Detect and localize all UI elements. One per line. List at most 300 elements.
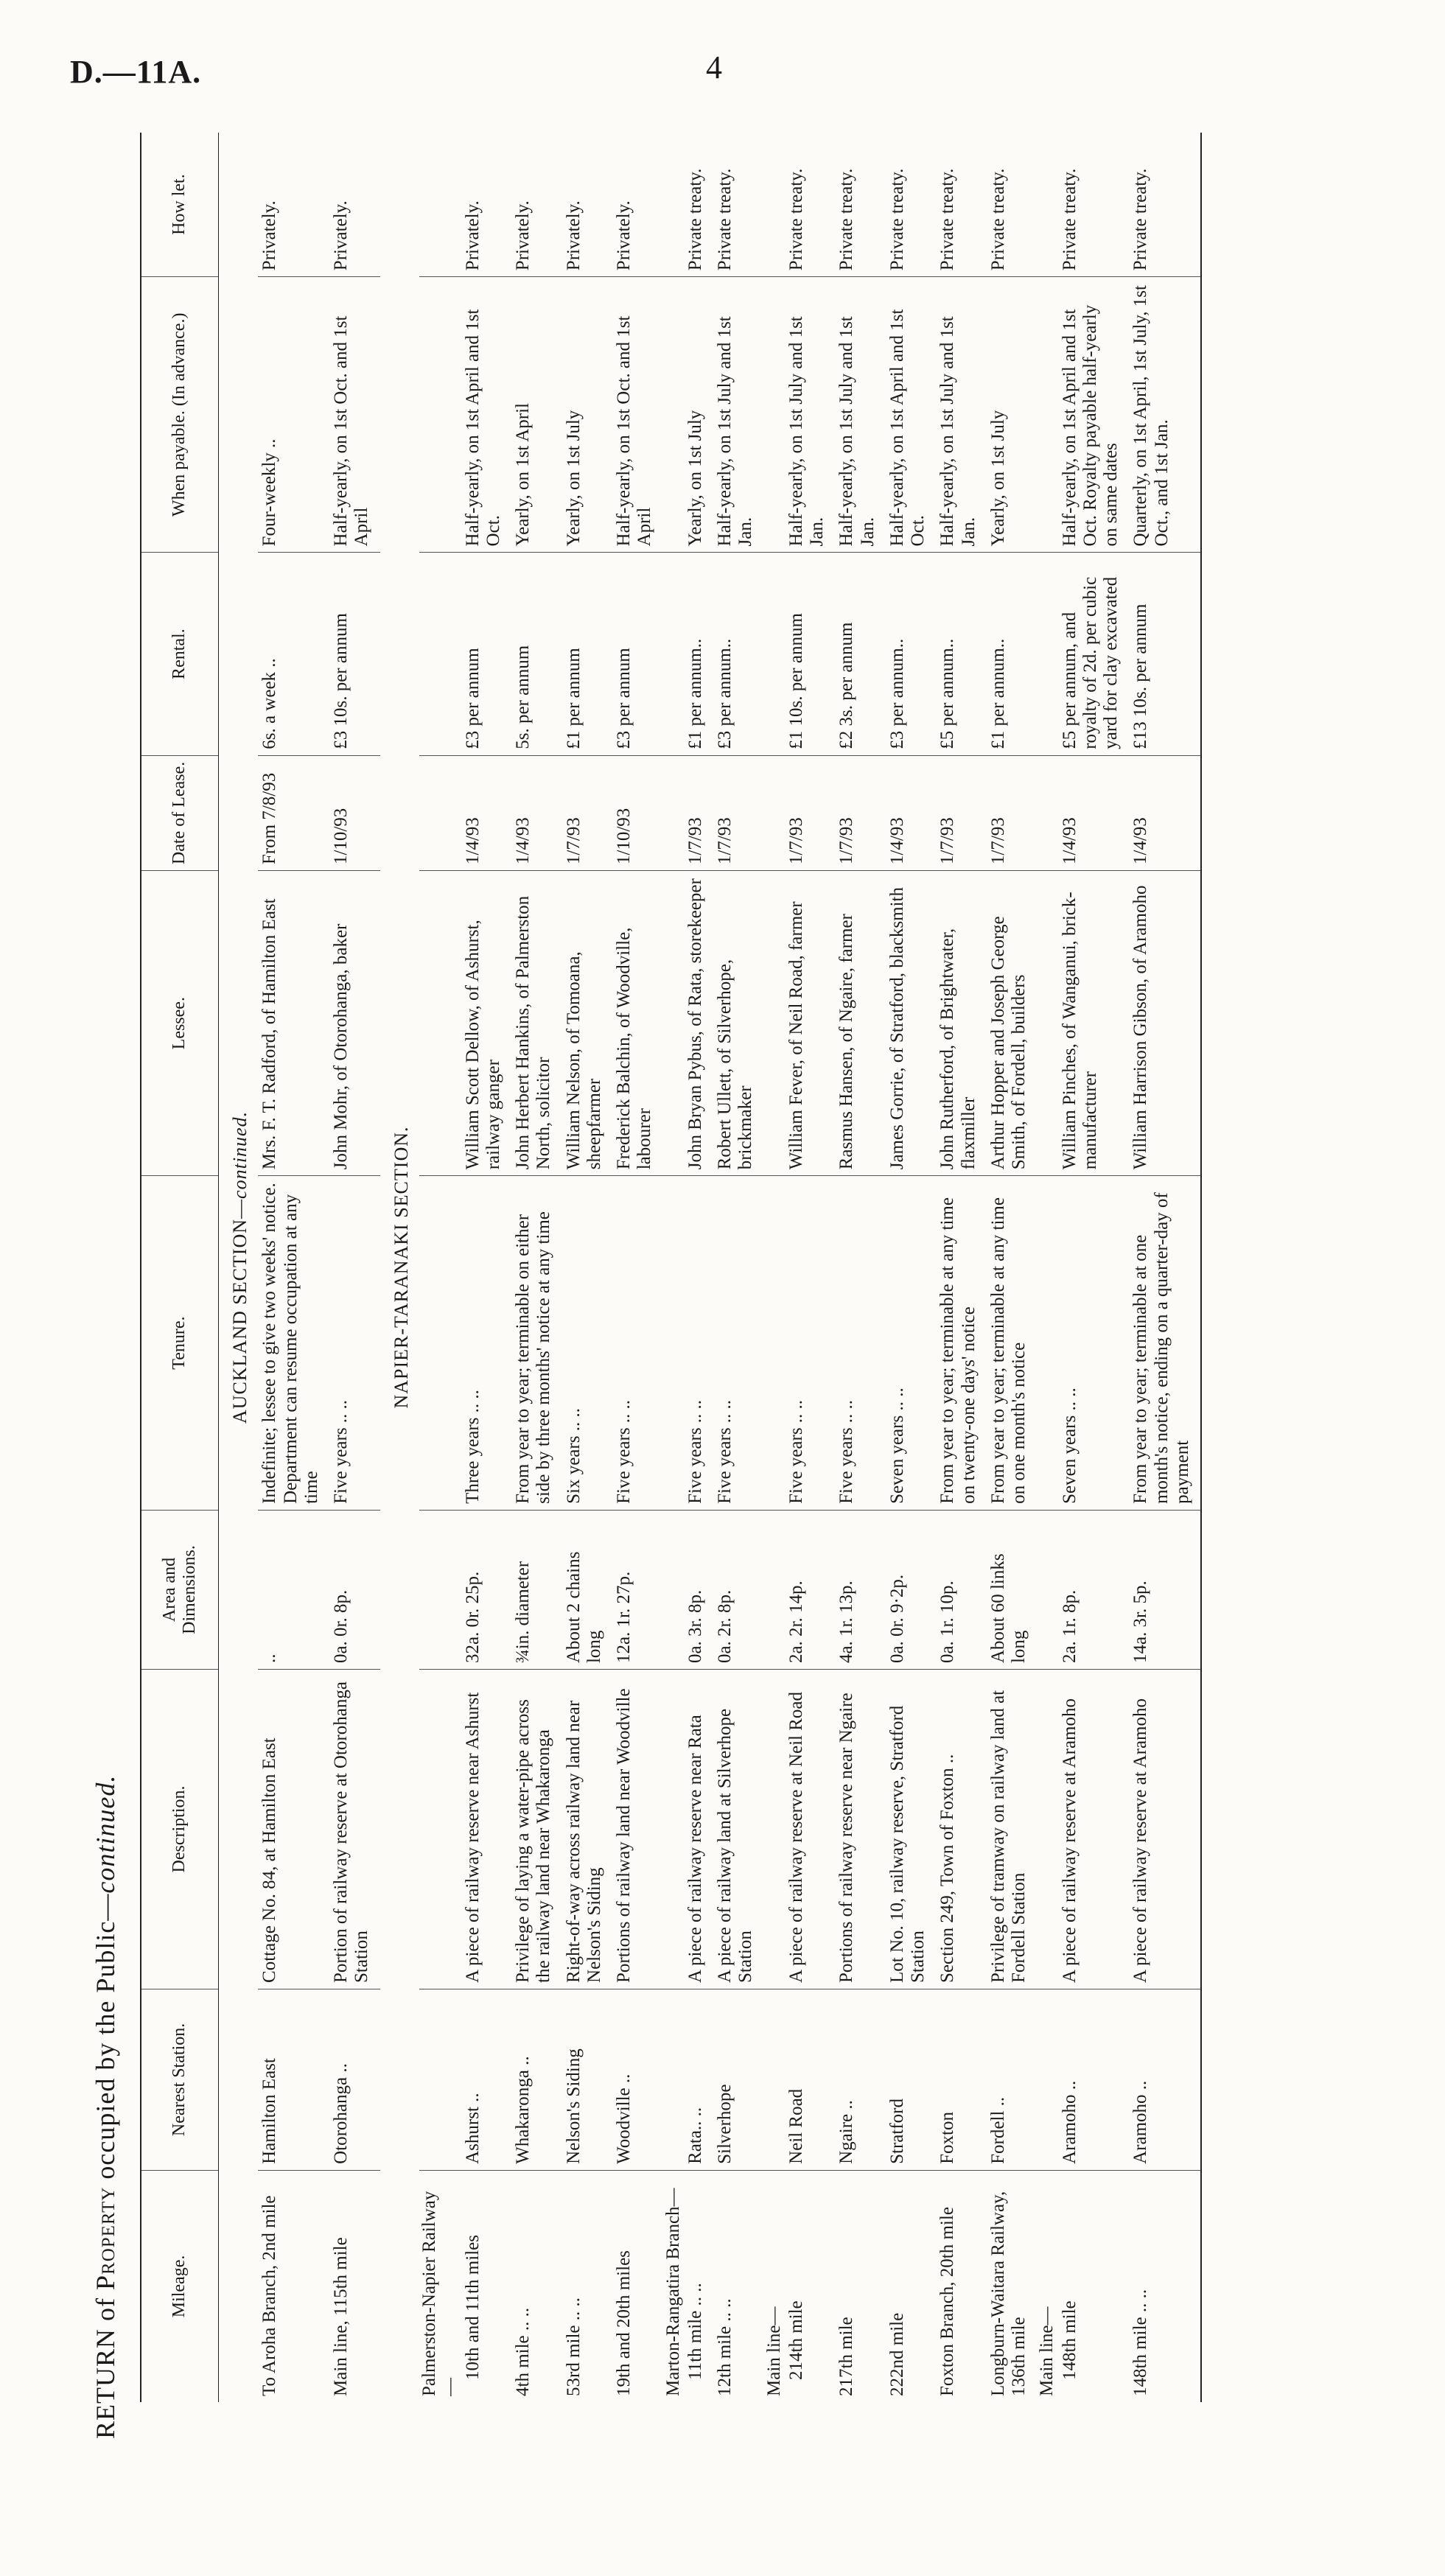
spacer-cell [1194, 277, 1201, 553]
mileage-cell: Main line, 115th mile [331, 2237, 351, 2396]
table-header-row [141, 133, 219, 2402]
date-cell: 1/4/93 [461, 755, 506, 870]
table-row [562, 133, 607, 2402]
spacer-cell [657, 1176, 663, 1511]
date-cell: 1/7/93 [936, 755, 981, 870]
spacer-cell [1031, 1670, 1037, 1989]
empty-cell [1037, 277, 1057, 553]
spacer-cell [1031, 2170, 1037, 2402]
description-cell: A piece of railway reserve at Aramoho [1129, 1670, 1194, 1989]
title-prefix: RETURN of [91, 2297, 120, 2439]
title-smallcaps: Property [91, 2186, 120, 2290]
section-heading-row [219, 133, 259, 2402]
description-cell: A piece of railway reserve near Rata [684, 1670, 707, 1989]
spacer-cell [758, 1510, 764, 1669]
spacer-cell [758, 755, 764, 870]
spacer-cell [323, 133, 329, 277]
spacer-cell [556, 1989, 562, 2170]
rental-cell: £1 per annum [562, 553, 607, 755]
lessee-cell: William Fever, of Neil Road, farmer [785, 871, 830, 1176]
spacer-cell [657, 1670, 663, 1989]
mileage-cell: 222nd mile [886, 2312, 907, 2396]
empty-cell [764, 1510, 785, 1669]
section-heading [219, 133, 259, 2402]
rental-cell: £2 3s. per annum [835, 553, 880, 755]
how-let-cell: Private treaty. [684, 133, 707, 277]
spacer-cell [657, 1989, 663, 2170]
empty-cell [764, 1989, 785, 2170]
spacer-cell [657, 755, 663, 870]
spacer-cell [1031, 1510, 1037, 1669]
spacer-cell [323, 2170, 329, 2402]
spacer-cell [829, 1176, 835, 1511]
group-heading: Main line— [763, 2306, 784, 2396]
row-spacer [930, 133, 936, 2402]
empty-cell [764, 277, 785, 553]
area-cell: 0a. 2r. 8p. [713, 1510, 758, 1669]
table-row [936, 133, 981, 2402]
how-let-cell: Privately. [612, 133, 657, 277]
spacer-cell [1123, 1176, 1129, 1511]
spacer-cell [556, 277, 562, 553]
table-row [713, 133, 758, 2402]
area-cell: About 60 links long [987, 1510, 1032, 1669]
spacer-cell [758, 277, 764, 553]
date-cell: 1/4/93 [1129, 755, 1194, 870]
spacer-cell [829, 2170, 835, 2402]
how-let-cell: Private treaty. [1058, 133, 1124, 277]
row-spacer [707, 133, 713, 2402]
empty-cell [1037, 553, 1057, 755]
spacer-cell [707, 553, 713, 755]
tenure-cell: Five years .. .. [835, 1176, 880, 1511]
spacer-cell [374, 2170, 380, 2402]
col-description: Description. [141, 1670, 219, 1989]
description-cell: Portions of railway reserve near Ngaire [835, 1670, 880, 1989]
station-cell: Otorohanga .. [329, 1989, 374, 2170]
tenure-cell: Six years .. .. [562, 1176, 607, 1511]
empty-cell [1037, 755, 1057, 870]
spacer-cell [1123, 133, 1129, 277]
spacer-cell [606, 1989, 612, 2170]
spacer-cell [1123, 1670, 1129, 1989]
description-cell: Lot No. 10, railway reserve, Stratford Station [886, 1670, 931, 1989]
lessee-cell: Robert Ullett, of Silverhope, brickmaker [713, 871, 758, 1176]
spacer-cell [1123, 1989, 1129, 2170]
spacer-cell [829, 1510, 835, 1669]
tenure-cell: Five years .. .. [684, 1176, 707, 1511]
area-cell: 32a. 0r. 25p. [461, 1510, 506, 1669]
spacer-cell [606, 277, 612, 553]
spacer-cell [556, 1176, 562, 1511]
how-let-cell: Private treaty. [936, 133, 981, 277]
station-cell: Nelson's Siding [562, 1989, 607, 2170]
table-row [785, 133, 830, 2402]
empty-cell [419, 755, 461, 870]
spacer-cell [981, 1510, 987, 1669]
date-cell: 1/7/93 [713, 755, 758, 870]
spacer-cell [505, 1989, 511, 2170]
spacer-cell [930, 1670, 936, 1989]
row-spacer [829, 133, 835, 2402]
col-area: Area and Dimensions. [141, 1510, 219, 1669]
spacer-cell [505, 1176, 511, 1511]
tenure-cell: Seven years .. .. [1058, 1176, 1124, 1511]
spacer-cell [981, 1989, 987, 2170]
tenure-cell: From year to year; terminable on either side by three months' notice at any time [511, 1176, 556, 1511]
lessee-cell: William Harrison Gibson, of Aramoho [1129, 871, 1194, 1176]
group-heading-row [764, 133, 785, 2402]
spacer-cell [930, 133, 936, 277]
spacer-cell [1123, 2170, 1129, 2402]
date-cell: From 7/8/93 [258, 755, 323, 870]
spacer-cell [1194, 755, 1201, 870]
spacer-cell [606, 133, 612, 277]
payable-cell: Four-weekly .. [258, 277, 323, 553]
col-mileage: Mileage. [141, 2170, 219, 2402]
rental-cell: £3 10s. per annum [329, 553, 374, 755]
area-cell: 0a. 0r. 8p. [329, 1510, 374, 1669]
spacer-cell [505, 133, 511, 277]
spacer-cell [323, 1510, 329, 1669]
spacer-cell [707, 755, 713, 870]
empty-cell [764, 1670, 785, 1989]
page-number: 4 [706, 49, 722, 85]
spacer-cell [707, 871, 713, 1176]
spacer-cell [323, 1176, 329, 1511]
spacer-cell [880, 133, 886, 277]
spacer-cell [981, 133, 987, 277]
how-let-cell: Private treaty. [835, 133, 880, 277]
spacer-cell [930, 871, 936, 1176]
spacer-cell [556, 1670, 562, 1989]
lessee-cell: Rasmus Hansen, of Ngaire, farmer [835, 871, 880, 1176]
spacer-cell [981, 2170, 987, 2402]
mileage-cell: 217th mile [836, 2317, 857, 2396]
area-cell: 4a. 1r. 13p. [835, 1510, 880, 1669]
spacer-cell [323, 871, 329, 1176]
row-spacer [505, 133, 511, 2402]
lessee-cell: John Bryan Pybus, of Rata, storekeeper [684, 871, 707, 1176]
how-let-cell: Privately. [562, 133, 607, 277]
spacer-cell [829, 133, 835, 277]
mileage-cell: Longburn-Waitara Railway, 136th mile [987, 2191, 1029, 2396]
description-cell: A piece of railway reserve near Ashurst [461, 1670, 506, 1989]
date-cell: 1/4/93 [511, 755, 556, 870]
empty-cell [764, 1176, 785, 1511]
table-row [1129, 133, 1194, 2402]
description-cell: Section 249, Town of Foxton .. [936, 1670, 981, 1989]
spacer-cell [1031, 1989, 1037, 2170]
mileage-cell: 4th mile .. .. [513, 2307, 533, 2396]
section-title: NAPIER-TARANAKI SECTION. [390, 1126, 412, 1409]
col-date-of-lease: Date of Lease. [141, 755, 219, 870]
spacer-cell [323, 553, 329, 755]
spacer-cell [1031, 871, 1037, 1176]
property-return-table [140, 133, 1202, 2402]
lessee-cell: William Pinches, of Wanganui, brick-manufacturer [1058, 871, 1124, 1176]
rental-cell: 6s. a week .. [258, 553, 323, 755]
empty-cell [663, 755, 684, 870]
tenure-cell: From year to year; terminable at any time on one month's notice [987, 1176, 1032, 1511]
section-heading [380, 133, 419, 2402]
spacer-cell [1194, 133, 1201, 277]
payable-cell: Half-yearly, on 1st April and 1st Oct. [461, 277, 506, 553]
title-continued: continued. [91, 1774, 120, 1894]
rental-cell: £3 per annum.. [886, 553, 931, 755]
section-heading-row [380, 133, 419, 2402]
payable-cell: Quarterly, on 1st April, 1st July, 1st Oct., and 1st Jan. [1129, 277, 1194, 553]
description-cell: Privilege of tramway on railway land at Fordell Station [987, 1670, 1032, 1989]
row-spacer [657, 133, 663, 2402]
tenure-cell: Five years .. .. [329, 1176, 374, 1511]
spacer-cell [1194, 1510, 1201, 1669]
row-spacer [323, 133, 329, 2402]
group-heading: Palmerston-Napier Railway— [419, 2191, 461, 2396]
station-cell: Aramoho .. [1058, 1989, 1124, 2170]
lessee-cell: Arthur Hopper and Joseph George Smith, of Fordell, builders [987, 871, 1032, 1176]
table-row [835, 133, 880, 2402]
station-cell: Stratford [886, 1989, 931, 2170]
empty-cell [663, 277, 684, 553]
rental-cell: £5 per annum, and royalty of 2d. per cubic yard for clay excavated [1058, 553, 1124, 755]
spacer-cell [758, 2170, 764, 2402]
spacer-cell [374, 133, 380, 277]
spacer-cell [374, 871, 380, 1176]
table-row [258, 133, 323, 2402]
spacer-cell [930, 553, 936, 755]
spacer-cell [880, 2170, 886, 2402]
spacer-cell [880, 1989, 886, 2170]
how-let-cell: Privately. [461, 133, 506, 277]
spacer-cell [1194, 1989, 1201, 2170]
spacer-cell [1031, 553, 1037, 755]
mileage-cell: 148th mile [1059, 2300, 1080, 2380]
empty-cell [663, 1989, 684, 2170]
description-cell: Cottage No. 84, at Hamilton East [258, 1670, 323, 1989]
station-cell: Silverhope [713, 1989, 758, 2170]
area-cell: 0a. 0r. 9·2p. [886, 1510, 931, 1669]
spacer-cell [606, 755, 612, 870]
spacer-cell [657, 871, 663, 1176]
empty-cell [419, 277, 461, 553]
row-spacer [758, 133, 764, 2402]
date-cell: 1/4/93 [1058, 755, 1124, 870]
spacer-cell [1194, 1176, 1201, 1511]
spacer-cell [880, 277, 886, 553]
page-title [90, 1775, 121, 2439]
spacer-cell [758, 133, 764, 277]
mileage-cell: 11th mile .. .. [685, 2283, 705, 2380]
spacer-cell [374, 1989, 380, 2170]
spacer-cell [981, 277, 987, 553]
mileage-cell: 19th and 20th miles [614, 2250, 634, 2396]
date-cell: 1/7/93 [987, 755, 1032, 870]
row-spacer [374, 133, 380, 2402]
date-cell: 1/7/93 [684, 755, 707, 870]
spacer-cell [981, 755, 987, 870]
spacer-cell [1123, 1510, 1129, 1669]
spacer-cell [374, 277, 380, 553]
empty-cell [1037, 1510, 1057, 1669]
spacer-cell [323, 755, 329, 870]
description-cell: A piece of railway reserve at Neil Road [785, 1670, 830, 1989]
rental-cell: £5 per annum.. [936, 553, 981, 755]
spacer-cell [606, 871, 612, 1176]
station-cell: Foxton [936, 1989, 981, 2170]
station-cell: Neil Road [785, 1989, 830, 2170]
lessee-cell: William Nelson, of Tomoana, sheepfarmer [562, 871, 607, 1176]
spacer-cell [1031, 133, 1037, 277]
station-cell: Ashurst .. [461, 1989, 506, 2170]
spacer-cell [758, 1670, 764, 1989]
how-let-cell: Privately. [258, 133, 323, 277]
col-how-let: How let. [141, 133, 219, 277]
table-row [329, 133, 374, 2402]
spacer-cell [1123, 871, 1129, 1176]
spacer-cell [880, 871, 886, 1176]
spacer-cell [1123, 553, 1129, 755]
empty-cell [1037, 871, 1057, 1176]
table-row [511, 133, 556, 2402]
spacer-cell [829, 277, 835, 553]
table-row [612, 133, 657, 2402]
how-let-cell: Private treaty. [785, 133, 830, 277]
spacer-cell [657, 277, 663, 553]
col-nearest-station: Nearest Station. [141, 1989, 219, 2170]
payable-cell: Yearly, on 1st July [684, 277, 707, 553]
payable-cell: Yearly, on 1st July [987, 277, 1032, 553]
col-tenure: Tenure. [141, 1176, 219, 1511]
rental-cell: £1 per annum.. [987, 553, 1032, 755]
spacer-cell [1194, 2170, 1201, 2402]
spacer-cell [829, 871, 835, 1176]
payable-cell: Half-yearly, on 1st April and 1st Oct. [886, 277, 931, 553]
group-heading-row [663, 133, 684, 2402]
section-title: AUCKLAND SECTION— [229, 1198, 251, 1424]
payable-cell: Yearly, on 1st April [511, 277, 556, 553]
date-cell: 1/10/93 [329, 755, 374, 870]
date-cell: 1/7/93 [562, 755, 607, 870]
spacer-cell [707, 1176, 713, 1511]
spacer-cell [657, 1510, 663, 1669]
date-cell: 1/7/93 [785, 755, 830, 870]
area-cell: 0a. 3r. 8p. [684, 1510, 707, 1669]
empty-cell [1037, 1670, 1057, 1989]
row-spacer [1194, 133, 1201, 2402]
description-cell: Portion of railway reserve at Otorohanga Station [329, 1670, 374, 1989]
empty-cell [663, 1670, 684, 1989]
spacer-cell [1031, 277, 1037, 553]
spacer-cell [880, 553, 886, 755]
description-cell: Privilege of laying a water-pipe across the railway land near Whakaronga [511, 1670, 556, 1989]
how-let-cell: Private treaty. [886, 133, 931, 277]
how-let-cell: Privately. [329, 133, 374, 277]
mileage-cell: 53rd mile .. .. [563, 2297, 584, 2396]
spacer-cell [930, 1989, 936, 2170]
spacer-cell [606, 553, 612, 755]
payable-cell: Half-yearly, on 1st July and 1st Jan. [835, 277, 880, 553]
spacer-cell [556, 133, 562, 277]
empty-cell [419, 553, 461, 755]
empty-cell [419, 1670, 461, 1989]
empty-cell [419, 1176, 461, 1511]
spacer-cell [374, 755, 380, 870]
tenure-cell: Five years .. .. [612, 1176, 657, 1511]
document-id: D.—11A. [70, 54, 202, 90]
spacer-cell [829, 553, 835, 755]
spacer-cell [707, 2170, 713, 2402]
spacer-cell [323, 1670, 329, 1989]
area-cell: .. [258, 1510, 323, 1669]
station-cell: Aramoho .. [1129, 1989, 1194, 2170]
spacer-cell [556, 755, 562, 870]
station-cell: Ngaire .. [835, 1989, 880, 2170]
lessee-cell: Frederick Balchin, of Woodville, labourer [612, 871, 657, 1176]
spacer-cell [758, 553, 764, 755]
area-cell: 12a. 1r. 27p. [612, 1510, 657, 1669]
row-spacer [1031, 133, 1037, 2402]
mileage-cell: To Aroha Branch, 2nd mile [259, 2195, 280, 2396]
empty-cell [663, 553, 684, 755]
spacer-cell [981, 1670, 987, 1989]
row-spacer [556, 133, 562, 2402]
payable-cell: Yearly, on 1st July [562, 277, 607, 553]
rental-cell: £3 per annum.. [713, 553, 758, 755]
area-cell: ¾in. diameter [511, 1510, 556, 1669]
spacer-cell [657, 2170, 663, 2402]
spacer-cell [1123, 755, 1129, 870]
spacer-cell [606, 2170, 612, 2402]
empty-cell [1037, 1176, 1057, 1511]
spacer-cell [758, 1989, 764, 2170]
spacer-cell [505, 871, 511, 1176]
spacer-cell [1194, 871, 1201, 1176]
spacer-cell [505, 553, 511, 755]
area-cell: 14a. 3r. 5p. [1129, 1510, 1194, 1669]
date-cell: 1/10/93 [612, 755, 657, 870]
spacer-cell [829, 1989, 835, 2170]
tenure-cell: From year to year; terminable at any time on twenty-one days' notice [936, 1176, 981, 1511]
mileage-cell: 12th mile .. .. [715, 2298, 735, 2396]
col-rental: Rental. [141, 553, 219, 755]
payable-cell: Half-yearly, on 1st April and 1st Oct. Royalty payable half-yearly on same dates [1058, 277, 1124, 553]
description-cell: A piece of railway reserve at Aramoho [1058, 1670, 1124, 1989]
group-heading: Main line— [1037, 2306, 1057, 2396]
spacer-cell [657, 553, 663, 755]
area-cell: 0a. 1r. 10p. [936, 1510, 981, 1669]
lessee-cell: John Rutherford, of Brightwater, flaxmiller [936, 871, 981, 1176]
spacer-cell [505, 1670, 511, 1989]
spacer-cell [1031, 755, 1037, 870]
spacer-cell [707, 133, 713, 277]
spacer-cell [374, 1510, 380, 1669]
spacer-cell [1194, 553, 1201, 755]
empty-cell [764, 755, 785, 870]
empty-cell [663, 1176, 684, 1511]
empty-cell [663, 1510, 684, 1669]
empty-cell [764, 133, 785, 277]
payable-cell: Half-yearly, on 1st Oct. and 1st April [329, 277, 374, 553]
spacer-cell [930, 755, 936, 870]
spacer-cell [556, 871, 562, 1176]
spacer-cell [707, 1510, 713, 1669]
payable-cell: Half-yearly, on 1st July and 1st Jan. [713, 277, 758, 553]
spacer-cell [930, 277, 936, 553]
tenure-cell: Three years .. .. [461, 1176, 506, 1511]
spacer-cell [606, 1670, 612, 1989]
station-cell: Fordell .. [987, 1989, 1032, 2170]
